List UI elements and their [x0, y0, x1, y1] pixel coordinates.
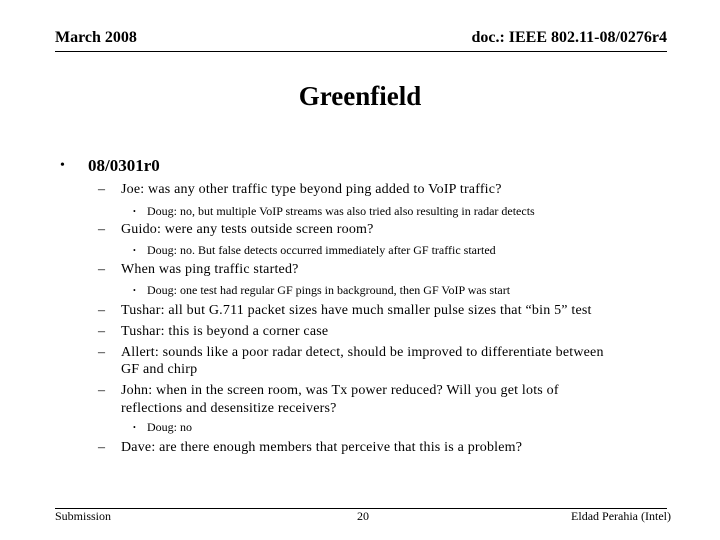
l2-item-text: Joe: was any other traffic type beyond ping added to VoIP traffic? [121, 182, 502, 197]
dash-marker: – [98, 440, 105, 455]
footer-submission: Submission [55, 509, 112, 523]
l2-item-text-continued: GF and chirp [121, 362, 198, 377]
footer-author: Eldad Perahia (Intel) [571, 509, 671, 523]
l3-item-text: Doug: no. But false detects occurred immediately after GF traffic started [147, 243, 496, 257]
dash-marker: – [98, 262, 105, 277]
l2-item-text: When was ping traffic started? [121, 262, 299, 277]
l2-item-text: Dave: are there enough members that perceive that this is a problem? [121, 440, 523, 455]
l2-item-text: Allert: sounds like a poor radar detect, should be improved to differentiate between [121, 345, 604, 360]
dash-marker: – [98, 345, 105, 360]
dash-marker: – [98, 182, 105, 197]
l2-item-text: John: when in the screen room, was Tx power reduced? Will you get lots of [121, 383, 559, 398]
l2-item-text: Guido: were any tests outside screen room? [121, 222, 374, 237]
l1-bullet: • [60, 158, 65, 173]
l3-bullet: • [133, 207, 136, 216]
header-doc-id: doc.: IEEE 802.11-08/0276r4 [471, 29, 667, 46]
l2-item-text: Tushar: this is beyond a corner case [121, 324, 329, 339]
page-number: 20 [357, 509, 369, 523]
dash-marker: – [98, 303, 105, 318]
l3-item-text: Doug: no [147, 420, 192, 434]
l3-bullet: • [133, 246, 136, 255]
l2-item-text-continued: reflections and desensitize receivers? [121, 401, 337, 416]
slide-title: Greenfield [298, 81, 422, 111]
l3-item-text: Doug: one test had regular GF pings in background, then GF VoIP was start [147, 283, 511, 297]
dash-marker: – [98, 222, 105, 237]
l3-bullet: • [133, 286, 136, 295]
l3-bullet: • [133, 423, 136, 432]
header-date: March 2008 [55, 29, 137, 46]
header-divider [55, 51, 667, 52]
l3-item-text: Doug: no, but multiple VoIP streams was also tried also resulting in radar detects [147, 204, 535, 218]
dash-marker: – [98, 324, 105, 339]
l1-item-text: 08/0301r0 [88, 156, 160, 175]
l2-item-text: Tushar: all but G.711 packet sizes have much smaller pulse sizes that “bin 5” test [121, 303, 592, 318]
dash-marker: – [98, 383, 105, 398]
